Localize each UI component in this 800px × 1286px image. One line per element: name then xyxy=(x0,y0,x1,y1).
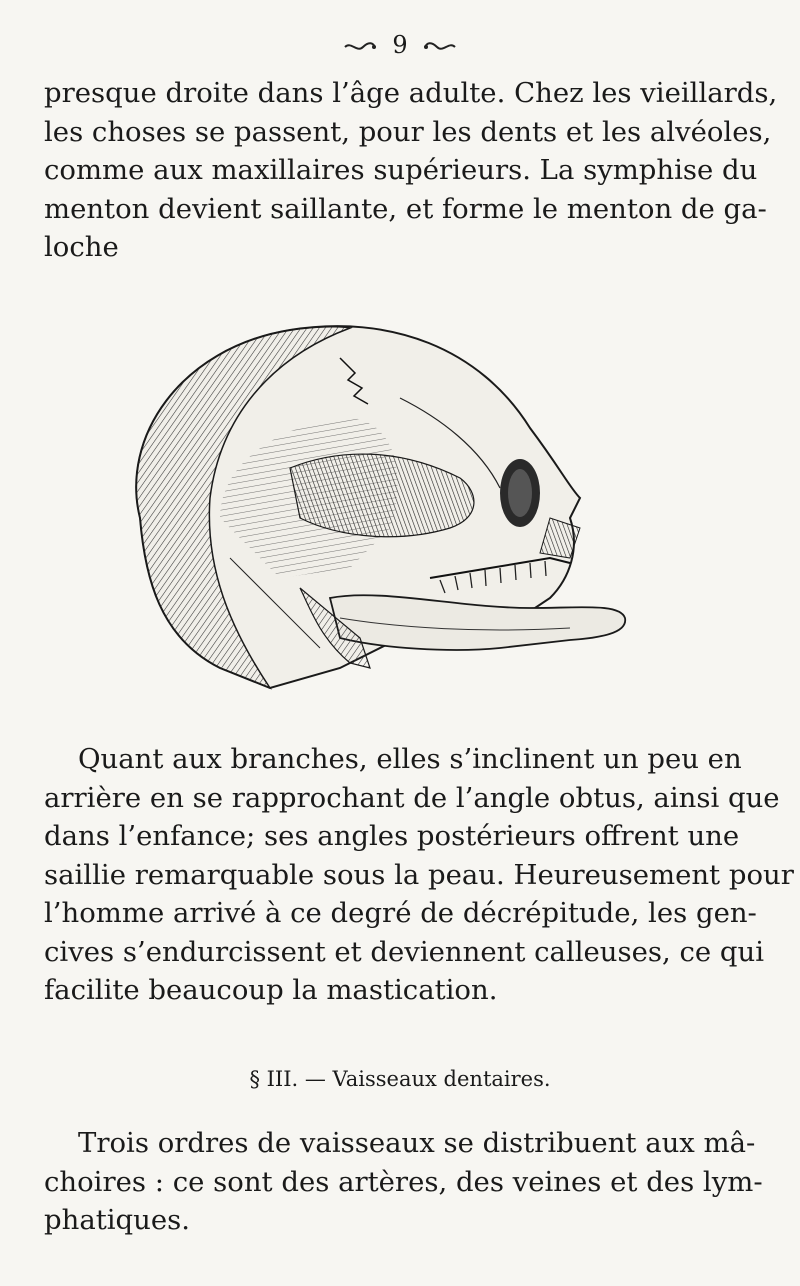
text-line: cives s’endurcissent et deviennent calleuses, ce qui xyxy=(44,935,764,968)
ornament-right-icon xyxy=(423,41,457,53)
text-line: Quant aux branches, elles s’inclinent un peu en xyxy=(78,743,742,775)
page-header xyxy=(0,30,800,60)
text-line: comme aux maxillaires supérieurs. La symphise du xyxy=(44,154,758,186)
section-heading: § III. — Vaisseaux dentaires. xyxy=(249,1067,551,1091)
text-line: arrière en se rapprochant de l’angle obtus, ainsi que xyxy=(44,781,780,814)
text-line: Trois ordres de vaisseaux se distribuent aux mâ- xyxy=(78,1127,756,1159)
text-line: menton devient saillante, et forme le menton de ga- xyxy=(44,192,767,225)
paragraph-2 xyxy=(44,740,794,1010)
text-line: choires : ce sont des artères, des veines et des lym- xyxy=(44,1165,763,1198)
page-number: 9 xyxy=(392,31,408,59)
text-line: presque droite dans l’âge adulte. Chez les vieillards, xyxy=(44,77,778,109)
ornament-left-icon xyxy=(343,41,377,53)
text-line: phatiques. xyxy=(44,1204,190,1236)
text-line: facilite beaucoup la mastication. xyxy=(44,974,498,1006)
paragraph-3 xyxy=(44,1124,763,1240)
paragraph-1 xyxy=(44,74,778,267)
text-line: loche xyxy=(44,231,119,263)
text-line: saillie remarquable sous la peau. Heureusement pour xyxy=(44,858,794,891)
text-line: dans l’enfance; ses angles postérieurs offrent une xyxy=(44,820,740,852)
text-line: les choses se passent, pour les dents et les alvéoles, xyxy=(44,115,772,148)
skull-engraving-icon xyxy=(100,318,640,690)
text-line: l’homme arrivé à ce degré de décrépitude, les gen- xyxy=(44,897,757,929)
